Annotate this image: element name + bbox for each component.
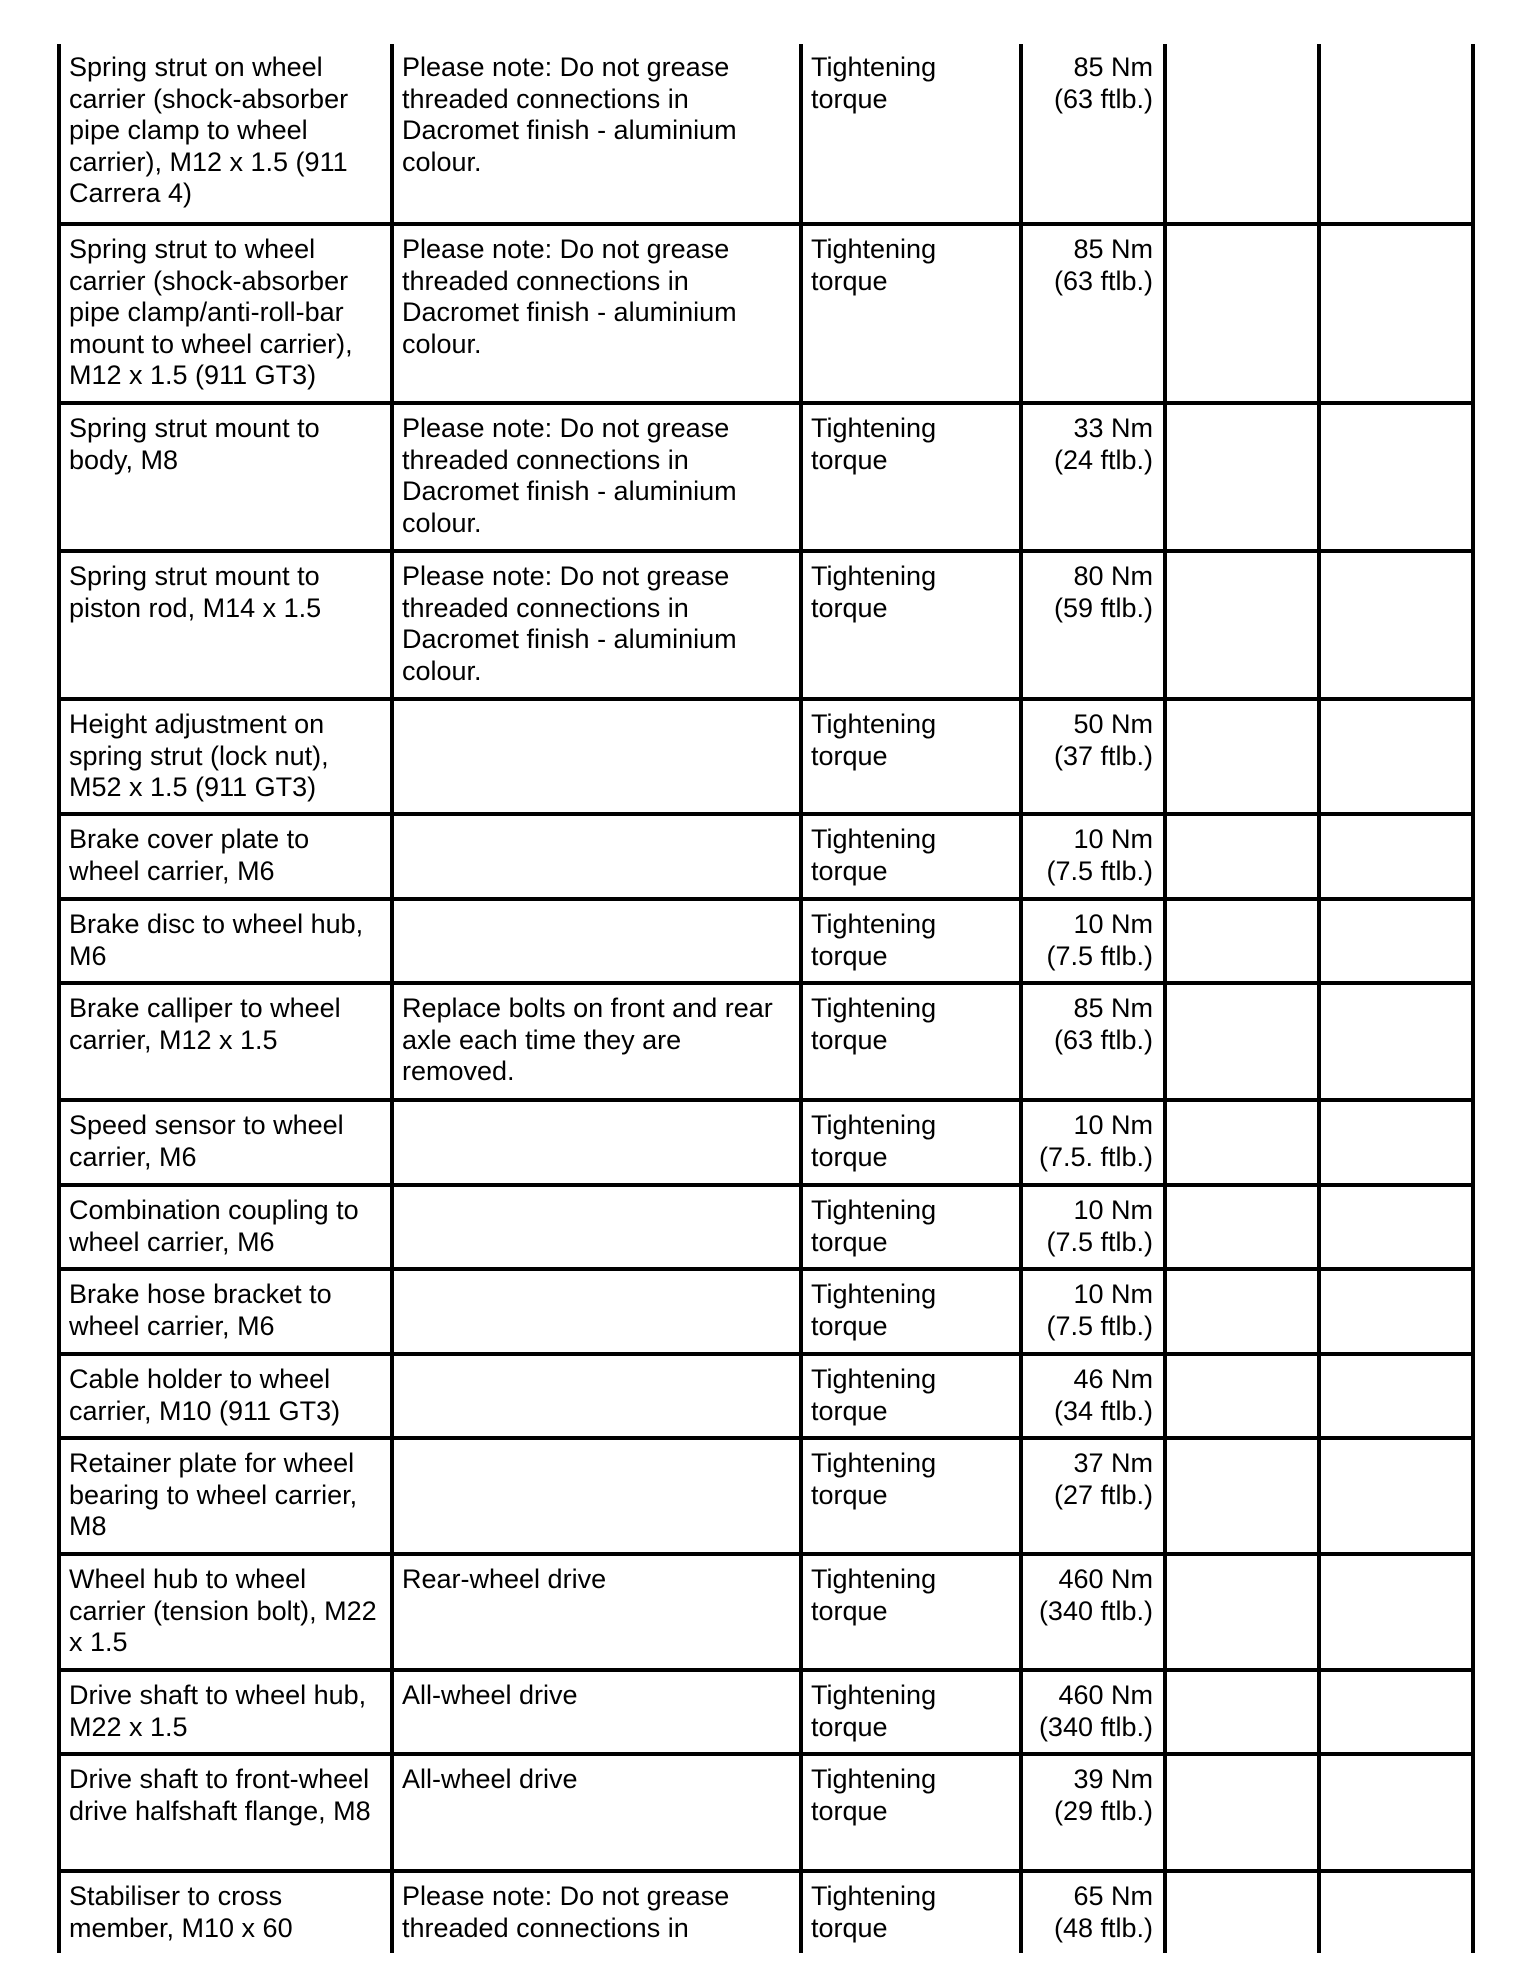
torque-type-cell: Tightening torque [801, 814, 1021, 899]
table-row [59, 403, 1473, 551]
empty-cell [1165, 899, 1319, 983]
table-row [59, 1754, 1473, 1871]
empty-cell [1319, 1438, 1473, 1554]
table-body [59, 44, 1473, 1953]
empty-cell [1165, 403, 1319, 551]
component-cell: Spring strut on wheel carrier (shock-absorber pipe clamp to wheel carrier), M12 x 1.5 (911 Carrera 4) [59, 44, 392, 224]
torque-nm: 39 Nm [1073, 1764, 1153, 1794]
table-row [59, 1670, 1473, 1754]
note-cell: All-wheel drive [392, 1670, 801, 1754]
note-cell [392, 699, 801, 814]
empty-cell [1165, 44, 1319, 224]
torque-nm: 37 Nm [1073, 1448, 1153, 1478]
table-row [59, 814, 1473, 899]
torque-type-cell: Tightening torque [801, 1269, 1021, 1354]
empty-cell [1319, 1554, 1473, 1670]
torque-value-cell [1021, 1354, 1165, 1438]
torque-nm: 10 Nm [1073, 1195, 1153, 1225]
torque-value-cell [1021, 1269, 1165, 1354]
component-cell: Brake disc to wheel hub, M6 [59, 899, 392, 983]
torque-ftlb: (7.5 ftlb.) [1046, 855, 1153, 886]
empty-cell [1319, 899, 1473, 983]
empty-cell [1165, 1438, 1319, 1554]
component-cell: Drive shaft to wheel hub, M22 x 1.5 [59, 1670, 392, 1754]
empty-cell [1165, 1354, 1319, 1438]
torque-ftlb: (48 ftlb.) [1053, 1912, 1153, 1943]
empty-cell [1165, 224, 1319, 403]
torque-ftlb: (7.5 ftlb.) [1046, 940, 1153, 971]
empty-cell [1319, 983, 1473, 1100]
note-cell [392, 1185, 801, 1269]
empty-cell [1319, 1754, 1473, 1871]
torque-value-cell [1021, 983, 1165, 1100]
note-cell [392, 899, 801, 983]
torque-value-cell [1021, 1670, 1165, 1754]
component-cell: Drive shaft to front-wheel drive halfshaft flange, M8 [59, 1754, 392, 1871]
table-row [59, 1354, 1473, 1438]
empty-cell [1165, 1754, 1319, 1871]
torque-type-cell: Tightening torque [801, 1754, 1021, 1871]
empty-cell [1165, 814, 1319, 899]
torque-nm: 460 Nm [1058, 1564, 1153, 1594]
note-cell: Replace bolts on front and rear axle each time they are removed. [392, 983, 801, 1100]
torque-value-cell [1021, 1438, 1165, 1554]
torque-nm: 80 Nm [1073, 561, 1153, 591]
empty-cell [1319, 1269, 1473, 1354]
torque-ftlb: (7.5 ftlb.) [1046, 1226, 1153, 1257]
component-cell: Spring strut to wheel carrier (shock-absorber pipe clamp/anti-roll-bar mount to wheel carrier), M12 x 1.5 (911 GT3) [59, 224, 392, 403]
empty-cell [1319, 224, 1473, 403]
component-cell: Retainer plate for wheel bearing to wheel carrier, M8 [59, 1438, 392, 1554]
component-cell: Wheel hub to wheel carrier (tension bolt), M22 x 1.5 [59, 1554, 392, 1670]
note-cell [392, 814, 801, 899]
torque-ftlb: (29 ftlb.) [1053, 1795, 1153, 1826]
torque-type-cell: Tightening torque [801, 699, 1021, 814]
torque-ftlb: (340 ftlb.) [1038, 1711, 1153, 1742]
torque-value-cell [1021, 1185, 1165, 1269]
torque-value-cell [1021, 1100, 1165, 1185]
torque-value-cell [1021, 1554, 1165, 1670]
table-row [59, 983, 1473, 1100]
torque-type-cell: Tightening torque [801, 1871, 1021, 1953]
torque-value-cell [1021, 44, 1165, 224]
torque-nm: 85 Nm [1073, 993, 1153, 1023]
torque-nm: 33 Nm [1073, 413, 1153, 443]
torque-spec-table [57, 44, 1475, 1953]
torque-value-cell [1021, 224, 1165, 403]
torque-ftlb: (7.5 ftlb.) [1046, 1310, 1153, 1341]
torque-type-cell: Tightening torque [801, 403, 1021, 551]
component-cell: Height adjustment on spring strut (lock nut), M52 x 1.5 (911 GT3) [59, 699, 392, 814]
component-cell: Spring strut mount to body, M8 [59, 403, 392, 551]
torque-type-cell: Tightening torque [801, 1438, 1021, 1554]
component-cell: Combination coupling to wheel carrier, M6 [59, 1185, 392, 1269]
table-row [59, 1185, 1473, 1269]
torque-ftlb: (37 ftlb.) [1053, 740, 1153, 771]
empty-cell [1165, 699, 1319, 814]
torque-type-cell: Tightening torque [801, 1185, 1021, 1269]
note-cell: Please note: Do not grease threaded connections in Dacromet finish - aluminium colour. [392, 403, 801, 551]
torque-ftlb: (24 ftlb.) [1053, 444, 1153, 475]
torque-type-cell: Tightening torque [801, 224, 1021, 403]
table-row [59, 699, 1473, 814]
empty-cell [1319, 551, 1473, 699]
table-row [59, 1871, 1473, 1953]
empty-cell [1165, 1670, 1319, 1754]
torque-nm: 85 Nm [1073, 52, 1153, 82]
component-cell: Brake cover plate to wheel carrier, M6 [59, 814, 392, 899]
component-cell: Brake hose bracket to wheel carrier, M6 [59, 1269, 392, 1354]
empty-cell [1165, 1185, 1319, 1269]
note-cell: Please note: Do not grease threaded connections in [392, 1871, 801, 1953]
table-row [59, 1438, 1473, 1554]
torque-nm: 65 Nm [1073, 1881, 1153, 1911]
note-cell: Rear-wheel drive [392, 1554, 801, 1670]
empty-cell [1165, 1100, 1319, 1185]
empty-cell [1319, 1871, 1473, 1953]
torque-ftlb: (59 ftlb.) [1053, 592, 1153, 623]
torque-ftlb: (63 ftlb.) [1053, 1024, 1153, 1055]
torque-nm: 50 Nm [1073, 709, 1153, 739]
torque-type-cell: Tightening torque [801, 551, 1021, 699]
torque-type-cell: Tightening torque [801, 1554, 1021, 1670]
torque-value-cell [1021, 699, 1165, 814]
torque-value-cell [1021, 1871, 1165, 1953]
note-cell: All-wheel drive [392, 1754, 801, 1871]
note-cell [392, 1100, 801, 1185]
torque-type-cell: Tightening torque [801, 44, 1021, 224]
component-cell: Spring strut mount to piston rod, M14 x 1.5 [59, 551, 392, 699]
empty-cell [1319, 1185, 1473, 1269]
empty-cell [1165, 551, 1319, 699]
note-cell [392, 1354, 801, 1438]
empty-cell [1319, 403, 1473, 551]
component-cell: Speed sensor to wheel carrier, M6 [59, 1100, 392, 1185]
torque-nm: 10 Nm [1073, 909, 1153, 939]
torque-type-cell: Tightening torque [801, 1354, 1021, 1438]
component-cell: Stabiliser to cross member, M10 x 60 [59, 1871, 392, 1953]
torque-value-cell [1021, 403, 1165, 551]
torque-ftlb: (27 ftlb.) [1053, 1479, 1153, 1510]
torque-type-cell: Tightening torque [801, 983, 1021, 1100]
empty-cell [1165, 1269, 1319, 1354]
table-row [59, 224, 1473, 403]
torque-nm: 460 Nm [1058, 1680, 1153, 1710]
torque-value-cell [1021, 814, 1165, 899]
torque-ftlb: (7.5. ftlb.) [1038, 1141, 1153, 1172]
empty-cell [1319, 814, 1473, 899]
note-cell [392, 1438, 801, 1554]
table-row [59, 1100, 1473, 1185]
table-row [59, 551, 1473, 699]
torque-value-cell [1021, 551, 1165, 699]
torque-nm: 46 Nm [1073, 1364, 1153, 1394]
table-row [59, 1554, 1473, 1670]
torque-nm: 85 Nm [1073, 234, 1153, 264]
table-row [59, 899, 1473, 983]
empty-cell [1165, 1871, 1319, 1953]
empty-cell [1319, 1100, 1473, 1185]
empty-cell [1165, 1554, 1319, 1670]
torque-nm: 10 Nm [1073, 824, 1153, 854]
note-cell: Please note: Do not grease threaded connections in Dacromet finish - aluminium colour. [392, 44, 801, 224]
torque-ftlb: (63 ftlb.) [1053, 83, 1153, 114]
note-cell [392, 1269, 801, 1354]
torque-type-cell: Tightening torque [801, 899, 1021, 983]
torque-ftlb: (34 ftlb.) [1053, 1395, 1153, 1426]
component-cell: Cable holder to wheel carrier, M10 (911 GT3) [59, 1354, 392, 1438]
torque-ftlb: (63 ftlb.) [1053, 265, 1153, 296]
empty-cell [1165, 983, 1319, 1100]
empty-cell [1319, 44, 1473, 224]
torque-ftlb: (340 ftlb.) [1038, 1595, 1153, 1626]
note-cell: Please note: Do not grease threaded connections in Dacromet finish - aluminium colour. [392, 551, 801, 699]
table-row [59, 44, 1473, 224]
empty-cell [1319, 1354, 1473, 1438]
table-row [59, 1269, 1473, 1354]
torque-nm: 10 Nm [1073, 1110, 1153, 1140]
torque-type-cell: Tightening torque [801, 1100, 1021, 1185]
empty-cell [1319, 1670, 1473, 1754]
note-cell: Please note: Do not grease threaded connections in Dacromet finish - aluminium colour. [392, 224, 801, 403]
component-cell: Brake calliper to wheel carrier, M12 x 1.5 [59, 983, 392, 1100]
torque-type-cell: Tightening torque [801, 1670, 1021, 1754]
torque-value-cell [1021, 1754, 1165, 1871]
torque-nm: 10 Nm [1073, 1279, 1153, 1309]
torque-value-cell [1021, 899, 1165, 983]
empty-cell [1319, 699, 1473, 814]
